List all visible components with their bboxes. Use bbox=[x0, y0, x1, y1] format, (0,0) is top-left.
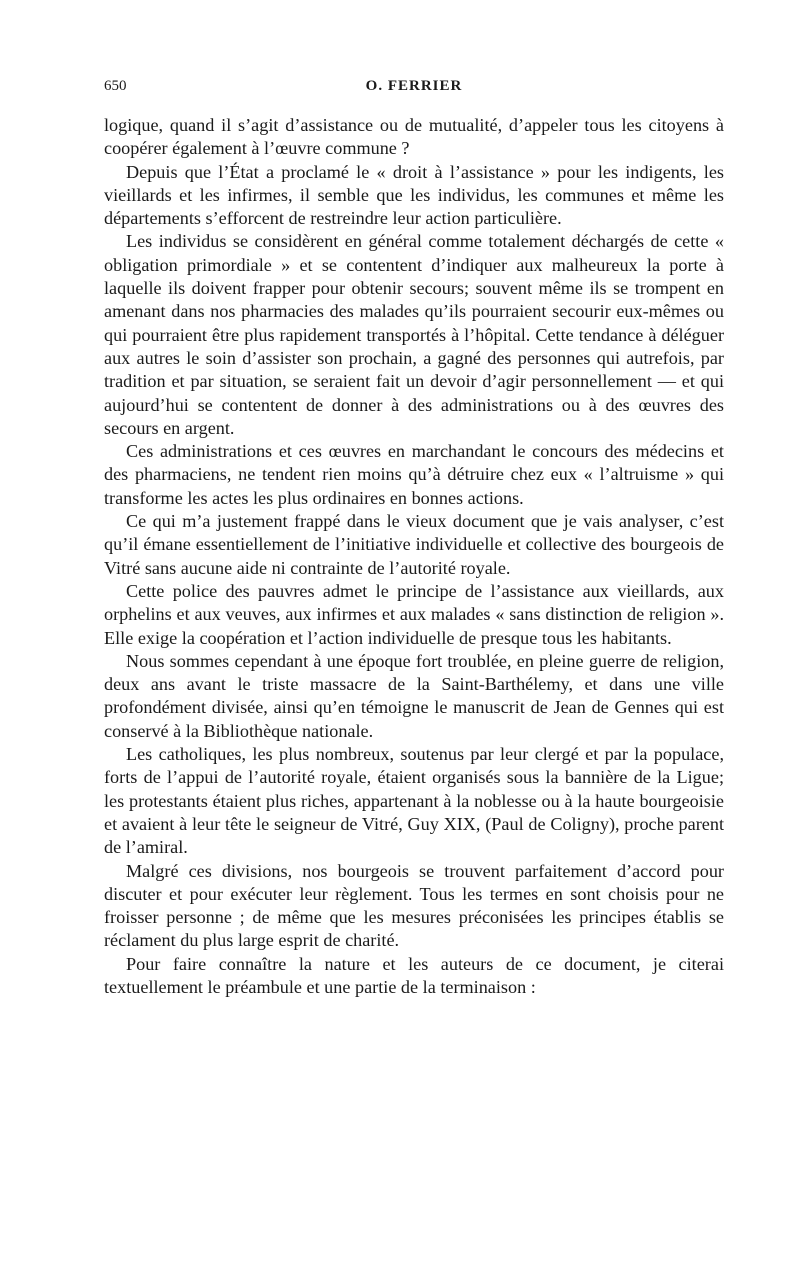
paragraph: Les individus se considèrent en général comme totalement déchargés de cette « obligation primordiale » et se contentent d’indiquer aux malheureux la porte à laquelle ils doivent frapper pour obtenir secours; souvent même ils se trompent en amenant dans nos pharmacies des malades qu’ils pourraient secourir eux-mêmes ou qui pourraient être plus rapidement transportés à l’hôpital. Cette tendance à déléguer aux autres le soin d’assister son prochain, a gagné des personnes qui autrefois, par tradition et par situation, se seraient fait un devoir d’agir personnellement — et qui aujourd’hui se contentent de donner à des administrations ou à des œuvres des secours en argent. bbox=[104, 231, 724, 438]
running-head: O. FERRIER bbox=[365, 78, 463, 94]
book-page bbox=[104, 78, 724, 999]
paragraph: Les catholiques, les plus nombreux, soutenus par leur clergé et par la populace, forts de l’appui de l’autorité royale, étaient organisés sous la bannière de la Ligue; les protestants étaient plus riches, appartenant à la noblesse ou à la haute bourgeoisie et avaient à leur tête le seigneur de Vitré, Guy XIX, (Paul de Coligny), proche parent de l’amiral. bbox=[104, 744, 724, 858]
paragraph: Pour faire connaître la nature et les auteurs de ce document, je citerai textuellement le préambule et une partie de la terminaison : bbox=[104, 953, 724, 997]
page-number: 650 bbox=[104, 78, 127, 94]
paragraph: Ces administrations et ces œuvres en marchandant le concours des médecins et des pharmaciens, ne tendent rien moins qu’à détruire chez eux « l’altruisme » qui transforme les actes les plus ordinaires en bonnes actions. bbox=[104, 441, 724, 508]
body-text bbox=[104, 114, 724, 999]
paragraph: Nous sommes cependant à une époque fort troublée, en pleine guerre de religion, deux ans avant le triste massacre de la Saint-Barthélemy, et dans une ville profondément divisée, ainsi qu’en témoigne le manuscrit de Jean de Gennes qui est conservé à la Bibliothèque nationale. bbox=[104, 650, 724, 741]
paragraph: Cette police des pauvres admet le principe de l’assistance aux vieillards, aux orphelins et aux veuves, aux infirmes et aux malades « sans distinction de religion ». Elle exige la coopération et l’action individuelle de presque tous les habitants. bbox=[104, 580, 724, 648]
paragraph: Ce qui m’a justement frappé dans le vieux document que je vais analyser, c’est qu’il émane essentiellement de l’initiative individuelle et collective des bourgeois de Vitré sans aucune aide ni contrainte de l’autorité royale. bbox=[104, 511, 724, 578]
paragraph: logique, quand il s’agit d’assistance ou de mutualité, d’appeler tous les citoyens à coopérer également à l’œuvre commune ? bbox=[104, 115, 724, 159]
paragraph: Malgré ces divisions, nos bourgeois se trouvent parfaitement d’accord pour discuter et pour exécuter leur règlement. Tous les termes en sont choisis pour ne froisser personne ; de même que les mesures préconisées les principes établis se réclament du plus large esprit de charité. bbox=[104, 860, 724, 951]
paragraph: Depuis que l’État a proclamé le « droit à l’assistance » pour les indigents, les vieillards et les infirmes, il semble que les individus, les communes et même les départements s’efforcent de restreindre leur action particulière. bbox=[104, 161, 724, 229]
page-header bbox=[104, 78, 724, 100]
